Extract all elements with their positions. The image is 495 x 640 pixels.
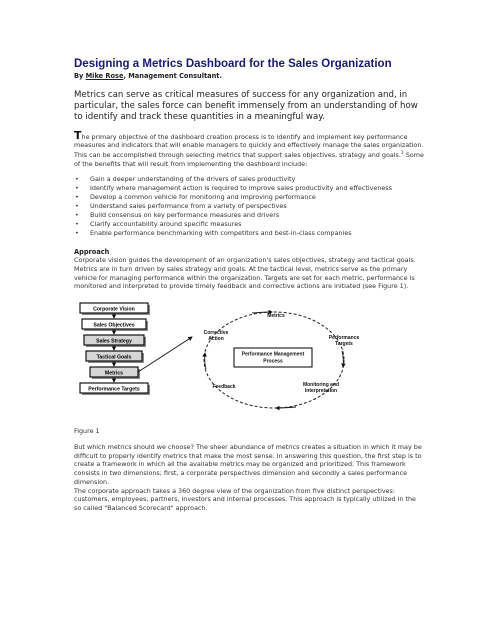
metrics-paragraph: But which metrics should we choose? The sheer abundance of metrics creates a situation in which it may be difficult to properly identify metrics that make the most sense. In answering this question, the first step is to create a framework in which all the available metrics may be organized and prioritized. This framework consists in two dimensions; first, a corporate perspectives dimension and secondly a sales performance dimension. — [74, 443, 422, 486]
intro-text: he primary objective of the dashboard creation process is to identify and implement key performance measures and indicators that will enable managers to quickly and effectively manage the sales organization. This can be accomplished through selecting metrics that support sales objectives, strategy and goals. — [74, 132, 424, 160]
label-performance-targets: Performance Targets — [88, 386, 140, 393]
label-metrics: Metrics — [104, 370, 124, 377]
figure-caption: Figure 1 — [74, 427, 100, 436]
label-corporate-vision: Corporate Vision — [93, 306, 135, 313]
author-link[interactable]: Mike Rose — [85, 72, 124, 80]
bullet-icon: • — [75, 229, 79, 238]
label-tactical-goals: Tactical Goals — [96, 354, 132, 361]
list-item: • Build consensus on key performance measures and drivers — [75, 210, 280, 219]
svg-text:Interpretation: Interpretation — [304, 388, 338, 395]
label-metrics-cycle: Metrics — [267, 313, 285, 320]
benefits-list — [74, 175, 424, 239]
svg-text:Performance Management: Performance Management — [241, 351, 305, 358]
intro-tail: Some of the benefits that will result from implementing the dashboard include: — [74, 151, 424, 168]
label-sales-objectives: Sales Objectives — [93, 322, 135, 329]
list-item: • Develop a common vehicle for monitoring and improving performance — [75, 192, 316, 201]
document-page — [74, 58, 424, 513]
bullet-icon: • — [75, 210, 79, 219]
svg-text:Process: Process — [263, 358, 283, 365]
list-item: • Identify where management action is required to improve sales productivity and effectiveness — [75, 183, 392, 192]
bullet-icon: • — [75, 174, 79, 183]
bullet-icon: • — [75, 201, 79, 210]
bullet-icon: • — [75, 183, 79, 192]
byline — [74, 72, 424, 81]
corporate-approach-paragraph: The corporate approach takes a 360 degree view of the organization from five distinct perspectives: customers, employees, partners, investors and internal processes. This approach is typically utilized in the so called "Balanced Scorecard" approach. — [74, 486, 416, 512]
svg-text:Targets: Targets — [335, 341, 353, 348]
byline-prefix: By — [74, 72, 86, 80]
drop-cap: T — [74, 128, 82, 142]
list-item: • Understand sales performance from a variety of perspectives — [75, 201, 287, 210]
approach-heading: Approach — [74, 248, 110, 257]
byline-suffix: , Management Consultant. — [123, 72, 222, 80]
lead-paragraph: Metrics can serve as critical measures of success for any organization and, in particular, the sales force can benefit immensely from an understanding of how to identify and track these quantities in a meaningful way. — [74, 90, 418, 123]
list-item: • Clarify accountability around specific measures — [75, 220, 242, 229]
intro-paragraph — [74, 128, 424, 169]
document-title: Designing a Metrics Dashboard for the Sales Organization — [74, 58, 392, 70]
svg-text:Corrective: Corrective — [203, 330, 229, 337]
list-item: • Gain a deeper understanding of the drivers of sales productivity — [75, 174, 296, 183]
bullet-icon: • — [75, 220, 79, 229]
label-sales-strategy: Sales Strategy — [96, 338, 132, 345]
svg-text:Monitoring and: Monitoring and — [302, 382, 340, 389]
svg-text:Action: Action — [208, 336, 224, 343]
label-feedback: Feedback — [212, 384, 236, 391]
process-diagram — [74, 301, 424, 423]
figure-1 — [74, 301, 424, 423]
bullet-icon: • — [75, 192, 79, 201]
list-item: • Enable performance benchmarking with competitors and best-in-class companies — [75, 229, 352, 238]
approach-paragraph: Corporate vision guides the development of an organization's sales objectives, strategy and tactical goals. Metrics are in turn driven by sales strategy and goals. At the tactical level, metrics serve as the primary vehicle for managing performance within the organization. Targets are set for each metric, performance is monitored and interpreted to provide timely feedback and corrective actions are initiated (see Figure 1). — [74, 256, 416, 291]
footnote-marker: 1 — [400, 151, 404, 157]
svg-text:Performance: Performance — [328, 335, 360, 342]
